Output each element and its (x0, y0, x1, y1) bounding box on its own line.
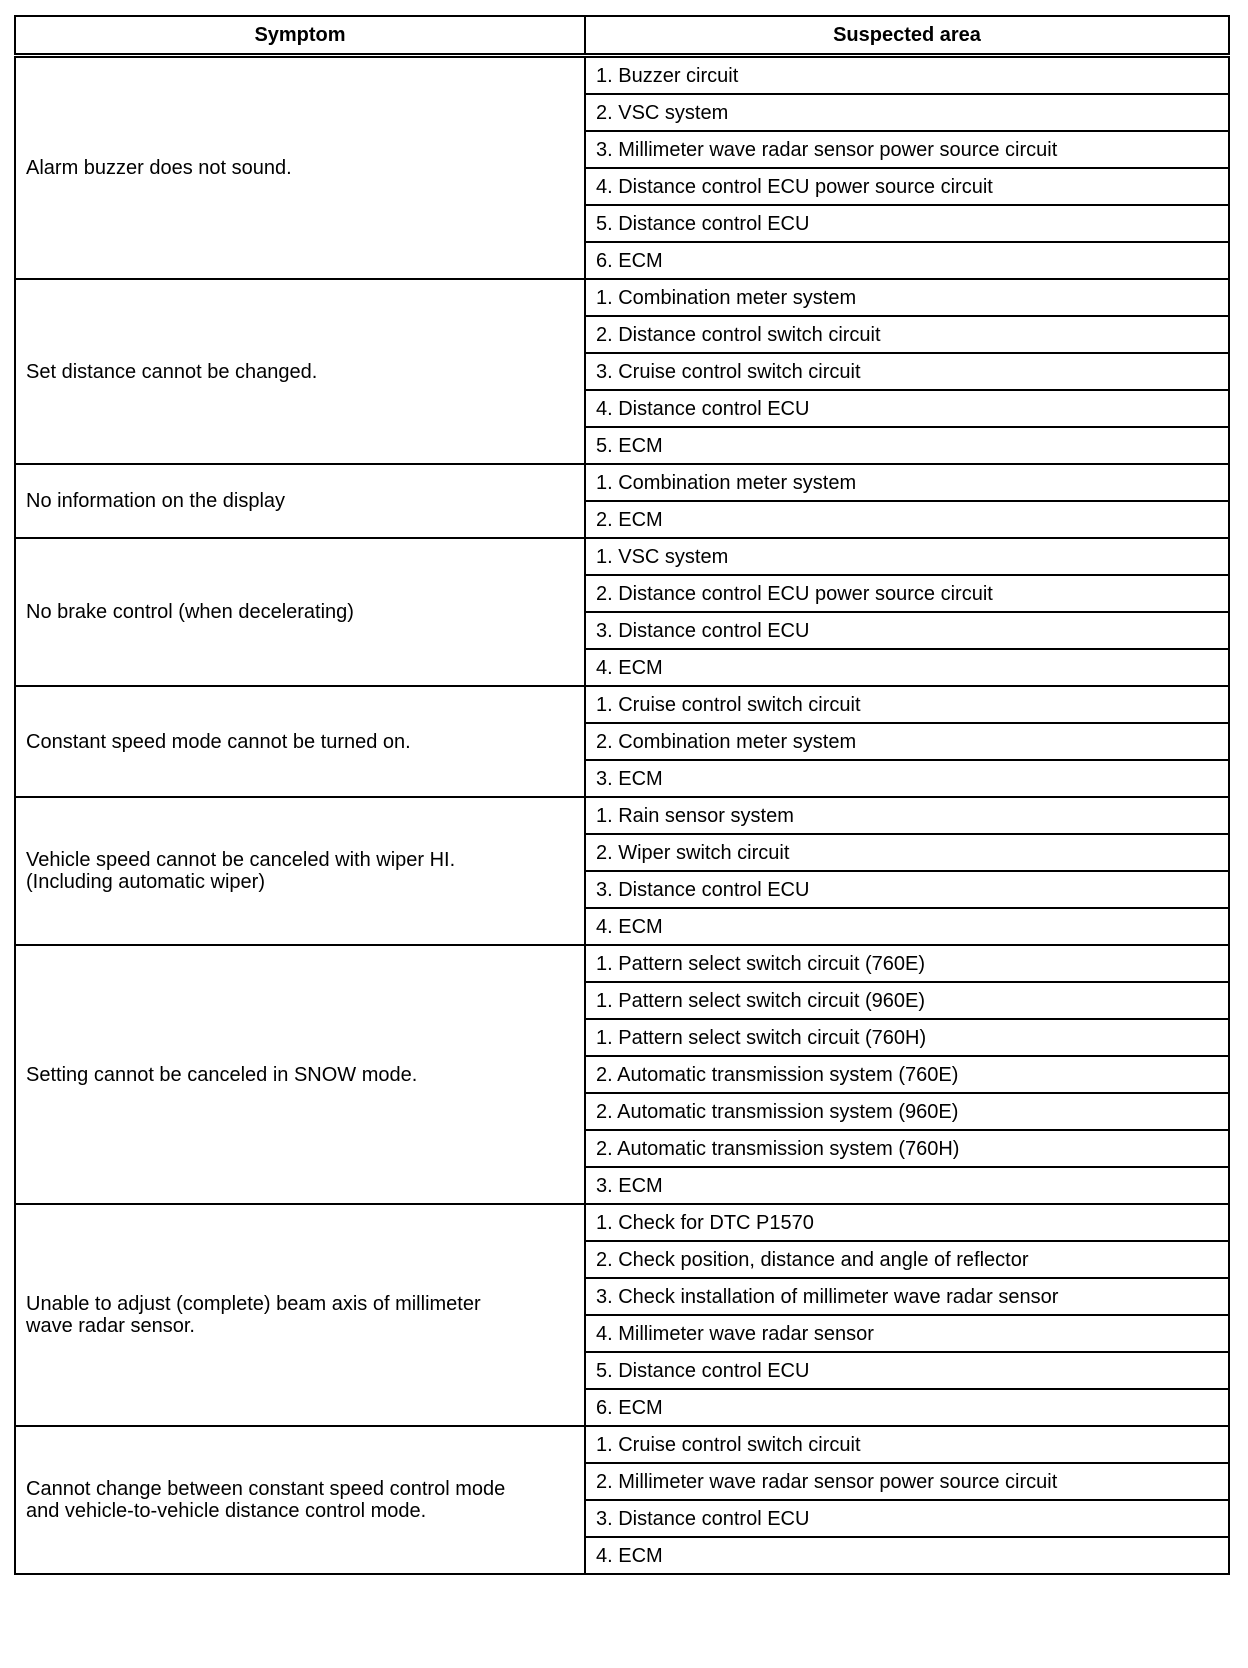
suspected-area-cell: 3. Distance control ECU (585, 1500, 1229, 1537)
table-row (15, 1426, 1229, 1463)
table-row (15, 686, 1229, 723)
suspected-area-cell: 1. VSC system (585, 538, 1229, 575)
table-row (15, 464, 1229, 501)
table-row (15, 797, 1229, 834)
suspected-area-cell: 1. Cruise control switch circuit (585, 1426, 1229, 1463)
suspected-area-cell: 3. Millimeter wave radar sensor power source circuit (585, 131, 1229, 168)
symptom-cell: Set distance cannot be changed. (15, 279, 585, 464)
suspected-area-cell: 4. Distance control ECU (585, 390, 1229, 427)
suspected-area-cell: 3. Cruise control switch circuit (585, 353, 1229, 390)
header-row (15, 16, 1229, 56)
suspected-area-cell: 4. Millimeter wave radar sensor (585, 1315, 1229, 1352)
suspected-area-cell: 2. ECM (585, 501, 1229, 538)
symptom-cell: Setting cannot be canceled in SNOW mode. (15, 945, 585, 1204)
suspected-area-cell: 2. Millimeter wave radar sensor power source circuit (585, 1463, 1229, 1500)
suspected-area-cell: 2. Check position, distance and angle of reflector (585, 1241, 1229, 1278)
suspected-area-cell: 6. ECM (585, 1389, 1229, 1426)
suspected-area-cell: 2. Distance control switch circuit (585, 316, 1229, 353)
table-row (15, 538, 1229, 575)
suspected-area-cell: 1. Rain sensor system (585, 797, 1229, 834)
header-symptom: Symptom (15, 16, 585, 56)
suspected-area-cell: 1. Cruise control switch circuit (585, 686, 1229, 723)
suspected-area-cell: 1. Combination meter system (585, 464, 1229, 501)
suspected-area-cell: 4. ECM (585, 908, 1229, 945)
suspected-area-cell: 5. ECM (585, 427, 1229, 464)
symptom-cell: Vehicle speed cannot be canceled with wiper HI. (Including automatic wiper) (15, 797, 585, 945)
table-row (15, 1204, 1229, 1241)
suspected-area-cell: 4. ECM (585, 1537, 1229, 1574)
suspected-area-cell: 3. ECM (585, 760, 1229, 797)
symptom-cell: No brake control (when decelerating) (15, 538, 585, 686)
suspected-area-cell: 6. ECM (585, 242, 1229, 279)
suspected-area-cell: 1. Buzzer circuit (585, 56, 1229, 95)
symptom-cell: Cannot change between constant speed control mode and vehicle-to-vehicle distance control mode. (15, 1426, 585, 1574)
suspected-area-cell: 3. Distance control ECU (585, 612, 1229, 649)
symptom-table (14, 15, 1230, 1575)
suspected-area-cell: 3. Check installation of millimeter wave radar sensor (585, 1278, 1229, 1315)
suspected-area-cell: 2. VSC system (585, 94, 1229, 131)
header-suspected-area: Suspected area (585, 16, 1229, 56)
table-row (15, 279, 1229, 316)
suspected-area-cell: 2. Distance control ECU power source circuit (585, 575, 1229, 612)
symptom-cell: Unable to adjust (complete) beam axis of millimeter wave radar sensor. (15, 1204, 585, 1426)
suspected-area-cell: 4. Distance control ECU power source circuit (585, 168, 1229, 205)
suspected-area-cell: 2. Automatic transmission system (760H) (585, 1130, 1229, 1167)
suspected-area-cell: 1. Pattern select switch circuit (960E) (585, 982, 1229, 1019)
suspected-area-cell: 1. Pattern select switch circuit (760H) (585, 1019, 1229, 1056)
suspected-area-cell: 2. Automatic transmission system (960E) (585, 1093, 1229, 1130)
suspected-area-cell: 5. Distance control ECU (585, 205, 1229, 242)
suspected-area-cell: 2. Automatic transmission system (760E) (585, 1056, 1229, 1093)
symptom-cell: Alarm buzzer does not sound. (15, 56, 585, 280)
symptom-cell: Constant speed mode cannot be turned on. (15, 686, 585, 797)
suspected-area-cell: 5. Distance control ECU (585, 1352, 1229, 1389)
suspected-area-cell: 3. Distance control ECU (585, 871, 1229, 908)
table-row (15, 945, 1229, 982)
suspected-area-cell: 1. Pattern select switch circuit (760E) (585, 945, 1229, 982)
suspected-area-cell: 1. Combination meter system (585, 279, 1229, 316)
suspected-area-cell: 2. Combination meter system (585, 723, 1229, 760)
suspected-area-cell: 2. Wiper switch circuit (585, 834, 1229, 871)
suspected-area-cell: 4. ECM (585, 649, 1229, 686)
symptom-cell: No information on the display (15, 464, 585, 538)
table-row (15, 56, 1229, 95)
suspected-area-cell: 1. Check for DTC P1570 (585, 1204, 1229, 1241)
suspected-area-cell: 3. ECM (585, 1167, 1229, 1204)
